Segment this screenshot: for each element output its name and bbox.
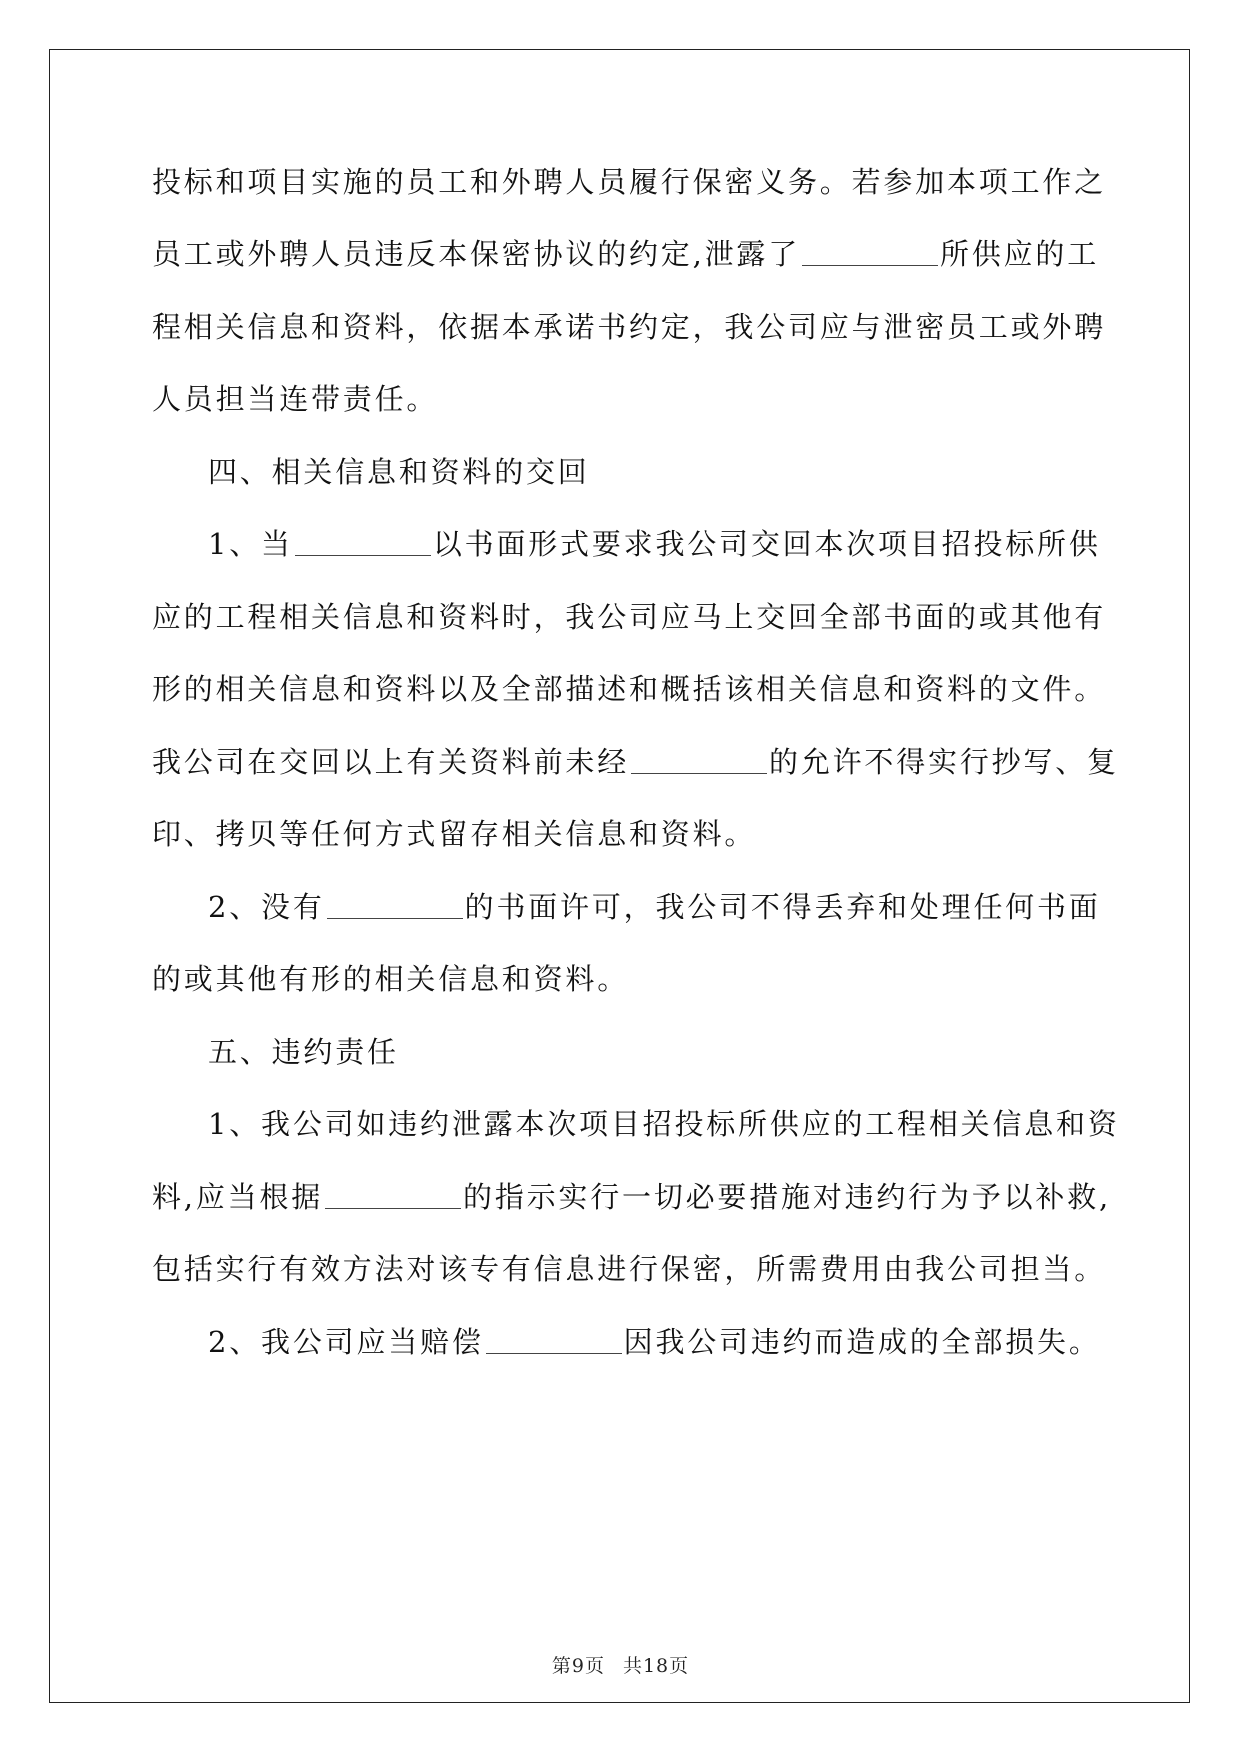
- paragraph-line: 我公司在交回以上有关资料前未经 的允许不得实行抄写、复: [152, 745, 1119, 779]
- paragraph-line: 1、当 以书面形式要求我公司交回本次项目招投标所供: [208, 527, 1101, 561]
- paragraph-line: 人员担当连带责任。: [152, 382, 439, 416]
- current-page-number: 第9页: [551, 1655, 605, 1677]
- paragraph-line: 包括实行有效方法对该专有信息进行保密，所需费用由我公司担当。: [152, 1252, 1107, 1286]
- page-border: [49, 49, 1190, 1703]
- blank-fill-line: [295, 527, 431, 556]
- paragraph-line: 程相关信息和资料，依据本承诺书约定，我公司应与泄密员工或外聘: [152, 310, 1107, 344]
- paragraph-line: 2、没有 的书面许可，我公司不得丢弃和处理任何书面: [208, 890, 1101, 924]
- blank-fill-line: [327, 890, 463, 919]
- section-heading: 四、相关信息和资料的交回: [208, 455, 590, 489]
- paragraph-line: 2、我公司应当赔偿 因我公司违约而造成的全部损失。: [208, 1325, 1101, 1359]
- page-footer: [0, 1654, 1241, 1678]
- paragraph-line: 的或其他有形的相关信息和资料。: [152, 962, 630, 996]
- paragraph-line: 印、拷贝等任何方式留存相关信息和资料。: [152, 817, 757, 851]
- blank-fill-line: [325, 1180, 461, 1209]
- total-page-count: 共18页: [622, 1655, 690, 1677]
- blank-fill-line: [631, 745, 767, 774]
- paragraph-line: 形的相关信息和资料以及全部描述和概括该相关信息和资料的文件。: [152, 672, 1107, 706]
- paragraph-line: 应的工程相关信息和资料时，我公司应马上交回全部书面的或其他有: [152, 600, 1107, 634]
- paragraph-line: 1、我公司如违约泄露本次项目招投标所供应的工程相关信息和资: [208, 1107, 1120, 1141]
- blank-fill-line: [802, 237, 938, 266]
- paragraph-line: 员工或外聘人员违反本保密协议的约定,泄露了 所供应的工: [152, 237, 1100, 271]
- paragraph-line: 投标和项目实施的员工和外聘人员履行保密义务。若参加本项工作之: [152, 165, 1107, 199]
- paragraph-line: 料,应当根据 的指示实行一切必要措施对违约行为予以补救,: [152, 1180, 1112, 1214]
- section-heading: 五、违约责任: [208, 1035, 399, 1069]
- blank-fill-line: [486, 1325, 622, 1354]
